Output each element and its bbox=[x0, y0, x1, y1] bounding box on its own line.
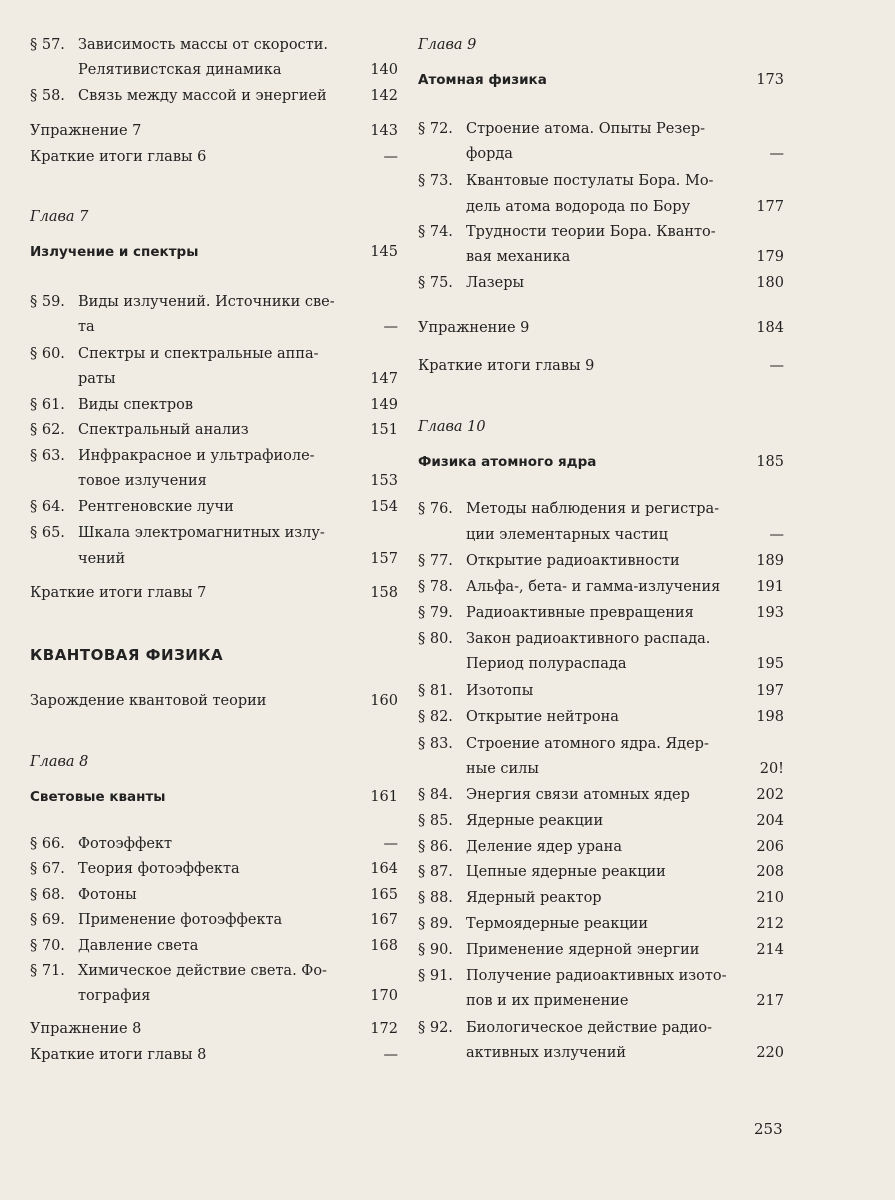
entry-title: Атомная физика bbox=[418, 72, 547, 88]
entry-title: Упражнение 9 bbox=[418, 320, 530, 336]
entry-page: 208 bbox=[756, 864, 784, 880]
toc-entry bbox=[418, 834, 784, 860]
section-number: § 73. bbox=[418, 173, 453, 189]
toc-entry bbox=[418, 353, 784, 379]
entry-page: 195 bbox=[756, 656, 784, 672]
toc-entry bbox=[418, 678, 784, 704]
section-number: § 67. bbox=[30, 861, 65, 877]
section-number: § 89. bbox=[418, 916, 453, 932]
entry-title: Упражнение 7 bbox=[30, 123, 142, 139]
chapter-title bbox=[30, 239, 398, 265]
section-number: § 85. bbox=[418, 813, 453, 829]
entry-page: 210 bbox=[756, 890, 784, 906]
toc-entry bbox=[418, 168, 784, 194]
section-number: § 66. bbox=[30, 836, 65, 852]
entry-page: 153 bbox=[370, 473, 398, 489]
toc-entry bbox=[30, 907, 398, 933]
toc-entry bbox=[418, 885, 784, 911]
toc-entry bbox=[30, 417, 398, 443]
section-number: § 71. bbox=[30, 963, 65, 979]
entry-title: дель атома водорода по Бору bbox=[466, 199, 691, 215]
chapter-title bbox=[418, 67, 784, 93]
toc-entry bbox=[30, 144, 398, 170]
entry-page: 165 bbox=[370, 887, 398, 903]
section-number: § 88. bbox=[418, 890, 453, 906]
entry-page: 220 bbox=[756, 1045, 784, 1061]
entry-title: Квантовые постулаты Бора. Мо- bbox=[466, 173, 714, 189]
entry-title: тография bbox=[78, 988, 151, 1004]
section-number: § 74. bbox=[418, 224, 453, 240]
entry-title: чений bbox=[78, 551, 126, 567]
entry-title: активных излучений bbox=[466, 1045, 627, 1061]
entry-page: — bbox=[383, 836, 398, 852]
toc-entry bbox=[30, 366, 398, 392]
entry-page: 179 bbox=[756, 249, 784, 265]
section-number: § 64. bbox=[30, 499, 65, 515]
entry-title: Зависимость массы от скорости. bbox=[78, 37, 328, 53]
entry-title: Спектры и спектральные аппа- bbox=[78, 346, 319, 362]
entry-title: Открытие радиоактивности bbox=[466, 553, 680, 569]
entry-title: Физика атомного ядра bbox=[418, 454, 597, 470]
entry-title: Световые кванты bbox=[30, 789, 166, 805]
entry-page: 204 bbox=[756, 813, 784, 829]
toc-entry bbox=[418, 600, 784, 626]
entry-title: Строение атома. Опыты Резер- bbox=[466, 121, 706, 137]
entry-title: та bbox=[78, 319, 95, 335]
section-number: § 76. bbox=[418, 501, 453, 517]
entry-page: 172 bbox=[370, 1021, 398, 1037]
toc-entry bbox=[30, 688, 398, 714]
chapter-label bbox=[30, 749, 398, 775]
toc-entry bbox=[30, 1016, 398, 1042]
section-number: § 92. bbox=[418, 1020, 453, 1036]
entry-page: 151 bbox=[370, 422, 398, 438]
toc-entry bbox=[30, 57, 398, 83]
toc-entry bbox=[418, 651, 784, 677]
entry-title: Ядерный реактор bbox=[466, 890, 602, 906]
section-number: § 90. bbox=[418, 942, 453, 958]
chapter-label bbox=[418, 32, 784, 58]
section-number: § 83. bbox=[418, 736, 453, 752]
entry-page: 217 bbox=[756, 993, 784, 1009]
toc-entry bbox=[418, 963, 784, 989]
toc-entry bbox=[418, 782, 784, 808]
entry-page: 160 bbox=[370, 693, 398, 709]
entry-page: 193 bbox=[756, 605, 784, 621]
toc-entry bbox=[30, 933, 398, 959]
section-number: § 79. bbox=[418, 605, 453, 621]
entry-title: форда bbox=[466, 146, 513, 162]
toc-entry bbox=[418, 731, 784, 757]
entry-title: Изотопы bbox=[466, 683, 534, 699]
toc-entry bbox=[30, 831, 398, 857]
entry-title: Упражнение 8 bbox=[30, 1021, 142, 1037]
entry-title: Закон радиоактивного распада. bbox=[466, 631, 711, 647]
toc-entry bbox=[418, 937, 784, 963]
entry-title: ции элементарных частиц bbox=[466, 527, 669, 543]
entry-page: — bbox=[383, 149, 398, 165]
entry-title: Лазеры bbox=[466, 275, 525, 291]
toc-entry bbox=[30, 314, 398, 340]
section-number: § 57. bbox=[30, 37, 65, 53]
entry-page: 167 bbox=[370, 912, 398, 928]
entry-title: Теория фотоэффекта bbox=[78, 861, 240, 877]
section-number: § 68. bbox=[30, 887, 65, 903]
toc-entry bbox=[30, 83, 398, 109]
toc-entry bbox=[30, 494, 398, 520]
entry-page: 173 bbox=[756, 72, 784, 88]
entry-title: Спектральный анализ bbox=[78, 422, 249, 438]
toc-entry bbox=[418, 808, 784, 834]
toc-entry bbox=[418, 704, 784, 730]
entry-page: — bbox=[769, 358, 784, 374]
entry-page: 157 bbox=[370, 551, 398, 567]
toc-entry bbox=[418, 315, 784, 341]
section-number: § 65. bbox=[30, 525, 65, 541]
entry-title: Излучение и спектры bbox=[30, 244, 199, 260]
entry-page: 161 bbox=[370, 789, 398, 805]
entry-title: Биологическое действие радио- bbox=[466, 1020, 713, 1036]
entry-page: 143 bbox=[370, 123, 398, 139]
entry-page: 198 bbox=[756, 709, 784, 725]
entry-title: Применение ядерной энергии bbox=[466, 942, 700, 958]
entry-title: Трудности теории Бора. Кванто- bbox=[466, 224, 716, 240]
toc-entry bbox=[30, 392, 398, 418]
entry-page: 206 bbox=[756, 839, 784, 855]
chapter-title bbox=[418, 449, 784, 475]
entry-title: Краткие итоги главы 7 bbox=[30, 585, 207, 601]
entry-title: Краткие итоги главы 6 bbox=[30, 149, 207, 165]
entry-title: вая механика bbox=[466, 249, 571, 265]
toc-entry bbox=[418, 859, 784, 885]
section-number: § 69. bbox=[30, 912, 65, 928]
entry-title: Виды спектров bbox=[78, 397, 194, 413]
toc-entry bbox=[418, 988, 784, 1014]
toc-entry bbox=[418, 1040, 784, 1066]
entry-title: Глава 8 bbox=[30, 754, 89, 770]
entry-page: 214 bbox=[756, 942, 784, 958]
entry-title: Химическое действие света. Фо- bbox=[78, 963, 327, 979]
section-number: § 91. bbox=[418, 968, 453, 984]
entry-title: Получение радиоактивных изото- bbox=[466, 968, 727, 984]
entry-page: 145 bbox=[370, 244, 398, 260]
entry-page: 177 bbox=[756, 199, 784, 215]
toc-entry bbox=[418, 626, 784, 652]
section-number: § 82. bbox=[418, 709, 453, 725]
toc-entry bbox=[418, 911, 784, 937]
toc-entry bbox=[418, 141, 784, 167]
section-number: § 77. bbox=[418, 553, 453, 569]
entry-page: 147 bbox=[370, 371, 398, 387]
entry-title: Энергия связи атомных ядер bbox=[466, 787, 690, 803]
entry-page: 164 bbox=[370, 861, 398, 877]
chapter-label bbox=[30, 204, 398, 230]
entry-title: Инфракрасное и ультрафиоле- bbox=[78, 448, 315, 464]
entry-title: Открытие нейтрона bbox=[466, 709, 619, 725]
section-number: § 86. bbox=[418, 839, 453, 855]
section-number: § 58. bbox=[30, 88, 65, 104]
entry-title: Рентгеновские лучи bbox=[78, 499, 234, 515]
entry-page: — bbox=[769, 146, 784, 162]
entry-title: КВАНТОВАЯ ФИЗИКА bbox=[30, 646, 224, 664]
toc-entry bbox=[30, 289, 398, 315]
entry-page: 185 bbox=[756, 454, 784, 470]
section-number: § 60. bbox=[30, 346, 65, 362]
toc-entry bbox=[418, 756, 784, 782]
toc-entry bbox=[30, 1042, 398, 1068]
toc-entry bbox=[418, 1015, 784, 1041]
entry-title: Радиоактивные превращения bbox=[466, 605, 694, 621]
entry-title: товое излучения bbox=[78, 473, 207, 489]
toc-entry bbox=[418, 522, 784, 548]
section-number: § 87. bbox=[418, 864, 453, 880]
entry-title: Применение фотоэффекта bbox=[78, 912, 283, 928]
entry-title: Релятивистская динамика bbox=[78, 62, 282, 78]
entry-title: Глава 9 bbox=[418, 37, 477, 53]
entry-page: — bbox=[383, 319, 398, 335]
entry-page: 142 bbox=[370, 88, 398, 104]
entry-page: 184 bbox=[756, 320, 784, 336]
entry-title: Глава 10 bbox=[418, 419, 486, 435]
section-number: § 75. bbox=[418, 275, 453, 291]
section-number: § 63. bbox=[30, 448, 65, 464]
entry-title: пов и их применение bbox=[466, 993, 629, 1009]
entry-page: — bbox=[769, 527, 784, 543]
section-number: § 84. bbox=[418, 787, 453, 803]
entry-title: Ядерные реакции bbox=[466, 813, 604, 829]
toc-entry bbox=[30, 468, 398, 494]
toc-entry bbox=[418, 548, 784, 574]
section-number: § 62. bbox=[30, 422, 65, 438]
page-number: 253 bbox=[754, 1120, 783, 1138]
entry-page: 170 bbox=[370, 988, 398, 1004]
entry-page: 191 bbox=[756, 579, 784, 595]
section-number: § 61. bbox=[30, 397, 65, 413]
entry-page: 154 bbox=[370, 499, 398, 515]
entry-title: Зарождение квантовой теории bbox=[30, 693, 267, 709]
toc-entry bbox=[30, 520, 398, 546]
entry-title: Цепные ядерные реакции bbox=[466, 864, 666, 880]
entry-title: ные силы bbox=[466, 761, 539, 777]
entry-page: 158 bbox=[370, 585, 398, 601]
section-number: § 59. bbox=[30, 294, 65, 310]
toc-entry bbox=[30, 856, 398, 882]
section-number: § 70. bbox=[30, 938, 65, 954]
entry-title: Строение атомного ядра. Ядер- bbox=[466, 736, 709, 752]
toc-entry bbox=[418, 574, 784, 600]
entry-page: — bbox=[383, 1047, 398, 1063]
entry-title: Термоядерные реакции bbox=[466, 916, 649, 932]
toc-entry bbox=[418, 194, 784, 220]
entry-title: Фотоэффект bbox=[78, 836, 173, 852]
entry-page: 189 bbox=[756, 553, 784, 569]
entry-page: 149 bbox=[370, 397, 398, 413]
entry-page: 180 bbox=[756, 275, 784, 291]
entry-title: Деление ядер урана bbox=[466, 839, 622, 855]
toc-entry bbox=[30, 443, 398, 469]
entry-title: Глава 7 bbox=[30, 209, 89, 225]
entry-title: Фотоны bbox=[78, 887, 137, 903]
part-title bbox=[30, 642, 398, 668]
entry-page: 140 bbox=[370, 62, 398, 78]
toc-entry bbox=[418, 270, 784, 296]
toc-entry bbox=[30, 580, 398, 606]
toc-entry bbox=[30, 341, 398, 367]
entry-page: 168 bbox=[370, 938, 398, 954]
entry-title: Альфа-, бета- и гамма-излучения bbox=[466, 579, 721, 595]
entry-title: Краткие итоги главы 9 bbox=[418, 358, 595, 374]
entry-page: 212 bbox=[756, 916, 784, 932]
section-number: § 78. bbox=[418, 579, 453, 595]
entry-title: Период полураспада bbox=[466, 656, 627, 672]
entry-page: 20! bbox=[759, 761, 784, 777]
entry-title: раты bbox=[78, 371, 116, 387]
entry-title: Методы наблюдения и регистра- bbox=[466, 501, 720, 517]
entry-title: Виды излучений. Источники све- bbox=[78, 294, 335, 310]
entry-title: Давление света bbox=[78, 938, 199, 954]
toc-entry bbox=[30, 118, 398, 144]
toc-entry bbox=[418, 219, 784, 245]
entry-page: 197 bbox=[756, 683, 784, 699]
toc-entry bbox=[30, 983, 398, 1009]
section-number: § 72. bbox=[418, 121, 453, 137]
toc-entry bbox=[30, 882, 398, 908]
toc-entry bbox=[30, 546, 398, 572]
toc-entry bbox=[418, 116, 784, 142]
section-number: § 81. bbox=[418, 683, 453, 699]
section-number: § 80. bbox=[418, 631, 453, 647]
toc-entry bbox=[418, 496, 784, 522]
toc-entry bbox=[30, 958, 398, 984]
entry-title: Шкала электромагнитных излу- bbox=[78, 525, 325, 541]
toc-entry bbox=[30, 32, 398, 58]
chapter-label bbox=[418, 414, 784, 440]
toc-entry bbox=[418, 244, 784, 270]
entry-page: 202 bbox=[756, 787, 784, 803]
entry-title: Краткие итоги главы 8 bbox=[30, 1047, 207, 1063]
entry-title: Связь между массой и энергией bbox=[78, 88, 327, 104]
chapter-title bbox=[30, 784, 398, 810]
